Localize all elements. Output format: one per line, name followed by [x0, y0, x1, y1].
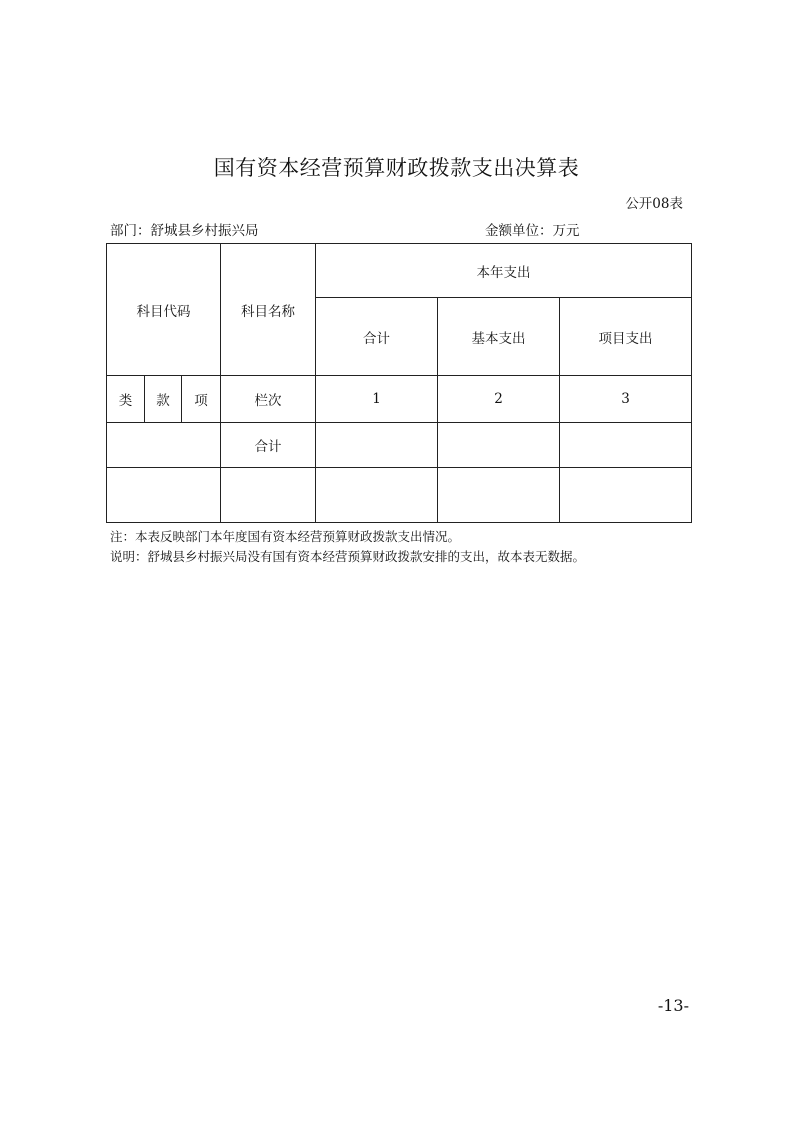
notes	[110, 527, 585, 567]
total-row-label: 合计	[221, 423, 316, 468]
total-row-basic-cell	[438, 423, 560, 468]
form-number: 公开08表	[625, 196, 683, 212]
total-row-total-cell	[316, 423, 438, 468]
table-row	[107, 423, 692, 468]
empty-row-project-cell	[560, 468, 692, 523]
expense-table	[106, 243, 692, 523]
column-number-2: 2	[438, 376, 560, 423]
column-number-3: 3	[560, 376, 692, 423]
current-year-expense-header: 本年支出	[316, 244, 692, 298]
basic-expense-header: 基本支出	[438, 298, 560, 376]
subject-name-header: 科目名称	[221, 244, 316, 376]
column-number-1: 1	[316, 376, 438, 423]
empty-row-total-cell	[316, 468, 438, 523]
note-text: 注：本表反映部门本年度国有资本经营预算财政拨款支出情况。	[110, 529, 461, 544]
explanation-text: 说明：舒城县乡村振兴局没有国有资本经营预算财政拨款安排的支出，故本表无数据。	[110, 549, 586, 564]
empty-row-basic-cell	[438, 468, 560, 523]
subject-code-header: 科目代码	[107, 244, 221, 376]
amount-unit-label: 金额单位：万元	[485, 223, 580, 239]
empty-row-name-cell	[221, 468, 316, 523]
lei-header: 类	[107, 376, 145, 423]
xiang-header: 项	[182, 376, 221, 423]
total-row-project-cell	[560, 423, 692, 468]
page-number: -13-	[657, 996, 689, 1015]
kuan-header: 款	[145, 376, 182, 423]
table-row	[107, 468, 692, 523]
column-order-label: 栏次	[221, 376, 316, 423]
total-row-code-cell	[107, 423, 221, 468]
project-expense-header: 项目支出	[560, 298, 692, 376]
page-title: 国有资本经营预算财政拨款支出决算表	[213, 156, 580, 180]
empty-row-code-cell	[107, 468, 221, 523]
total-header: 合计	[316, 298, 438, 376]
department-label: 部门：舒城县乡村振兴局	[110, 223, 259, 239]
